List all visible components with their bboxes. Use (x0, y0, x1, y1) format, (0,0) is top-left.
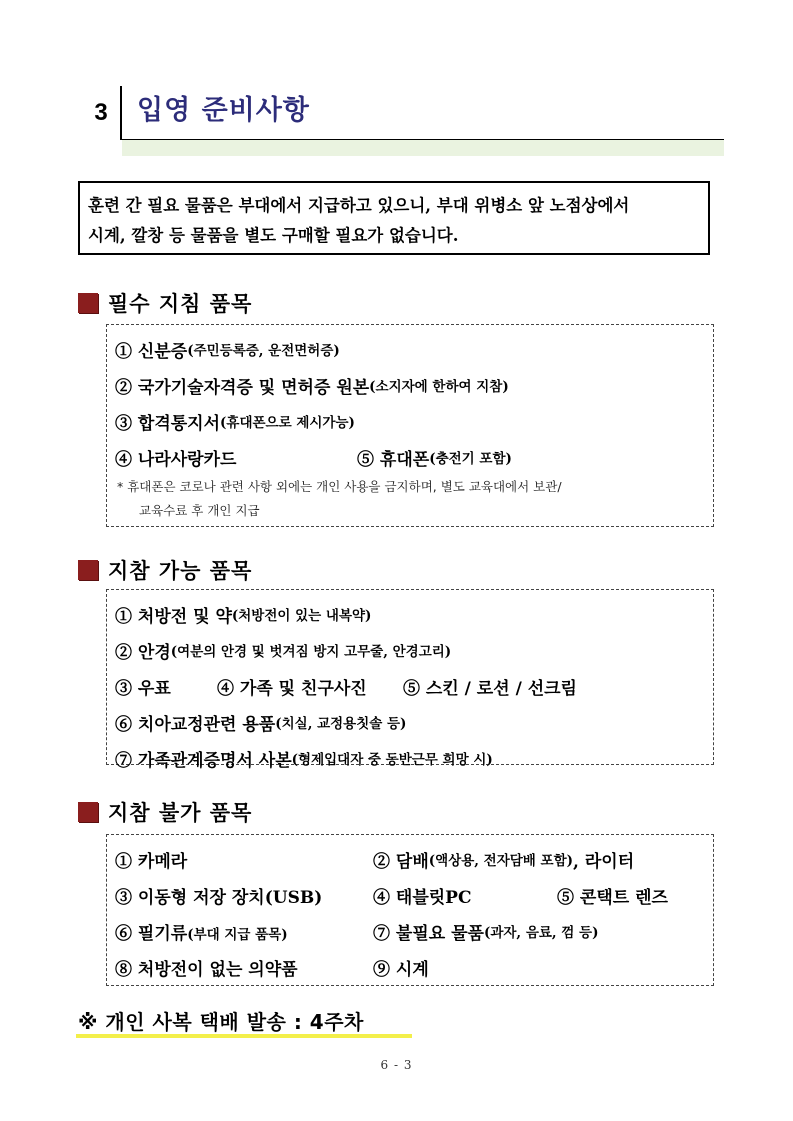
item-label: , 라이터 (573, 851, 635, 872)
list-item (115, 913, 713, 949)
list-item (115, 439, 713, 475)
section-shade-band (122, 140, 724, 156)
parcel-note: ※ 개인 사복 택배 발송 : 4주차 (78, 1010, 364, 1034)
item-detail: (처방전이 있는 내복약) (231, 608, 372, 624)
list-item (115, 704, 713, 740)
item-label: ⑤ 콘택트 렌즈 (557, 887, 668, 908)
item-label: ③ 합격통지서 (115, 413, 221, 434)
item-label: ④ 가족 및 친구사진 (217, 678, 367, 699)
required-heading (78, 288, 252, 318)
phone-note (115, 475, 713, 523)
item-label: ⑦ 불필요 물품 (373, 923, 484, 944)
required-box (106, 324, 714, 527)
notice-box (78, 181, 710, 255)
bullet-square-icon (78, 560, 98, 580)
list-item (115, 632, 713, 668)
page-number: 6 - 3 (380, 1058, 413, 1072)
allowed-title: 지참 가능 품목 (108, 559, 253, 583)
item-label: ⑥ 필기류 (115, 923, 188, 944)
notice-line-2: 시계, 깔창 등 물품을 별도 구매할 필요가 없습니다. (88, 226, 459, 245)
item-detail: (형제입대자 중 동반근무 희망 시) (291, 752, 493, 768)
list-item (115, 841, 713, 877)
item-label: ② 담배 (373, 851, 429, 872)
note-line-2: 교육수료 후 개인 지급 (139, 503, 260, 518)
item-label: ① 신분증 (115, 341, 188, 362)
list-item (115, 949, 713, 985)
bullet-square-icon (78, 802, 98, 822)
item-label: ⑦ 가족관계증명서 사본 (115, 750, 292, 771)
item-detail: (충전기 포함) (429, 451, 512, 467)
list-item (115, 596, 713, 632)
allowed-box (106, 589, 714, 771)
item-label: ⑨ 시계 (373, 959, 429, 980)
item-label: ⑧ 처방전이 없는 의약품 (115, 959, 298, 980)
item-label: ③ 우표 (115, 678, 171, 699)
list-item (115, 740, 713, 776)
list-item (115, 668, 713, 704)
bullet-square-icon (78, 293, 98, 313)
item-label: ④ 태블릿PC (373, 887, 472, 908)
note-line-1: * 휴대폰은 코로나 관련 사항 외에는 개인 사용을 금지하며, 별도 교육대에서 보관/ (117, 479, 562, 494)
required-title: 필수 지침 품목 (108, 292, 253, 316)
item-detail: (소지자에 한하여 지참) (369, 379, 509, 395)
item-detail: (치실, 교정용칫솔 등) (275, 716, 407, 732)
prohibited-title: 지참 불가 품목 (108, 801, 253, 825)
item-detail: (액상용, 전자담배 포함) (428, 853, 574, 869)
item-detail: (여분의 안경 및 벗겨짐 방지 고무줄, 안경고리) (170, 644, 452, 660)
item-label: ④ 나라사랑카드 (115, 449, 237, 470)
prohibited-box (106, 834, 714, 986)
section-divider (120, 86, 122, 140)
section-title: 입영 준비사항 (137, 95, 310, 126)
item-label: ② 안경 (115, 642, 171, 663)
item-label: ⑥ 치아교정관련 용품 (115, 714, 276, 735)
item-label: ⑤ 휴대폰 (357, 449, 430, 470)
item-label: ② 국가기술자격증 및 면허증 원본 (115, 377, 370, 398)
list-item (115, 331, 713, 367)
allowed-heading (78, 555, 252, 585)
item-detail: (휴대폰으로 제시가능) (220, 415, 355, 431)
item-label: ③ 이동형 저장 장치(USB) (115, 887, 323, 908)
item-detail: (과자, 음료, 껌 등) (483, 925, 599, 941)
item-detail: (부대 지급 품목) (187, 926, 288, 943)
item-label: ⑤ 스킨 / 로션 / 선크림 (403, 678, 577, 699)
list-item (115, 367, 713, 403)
item-detail: (주민등록증, 운전면허증) (187, 343, 340, 359)
section-number: 3 (94, 99, 108, 126)
item-label: ① 처방전 및 약 (115, 606, 232, 627)
list-item (115, 403, 713, 439)
notice-line-1: 훈련 간 필요 물품은 부대에서 지급하고 있으니, 부대 위병소 앞 노점상에서 (88, 196, 630, 215)
prohibited-heading (78, 797, 252, 827)
list-item (115, 877, 713, 913)
item-label: ① 카메라 (115, 851, 188, 872)
